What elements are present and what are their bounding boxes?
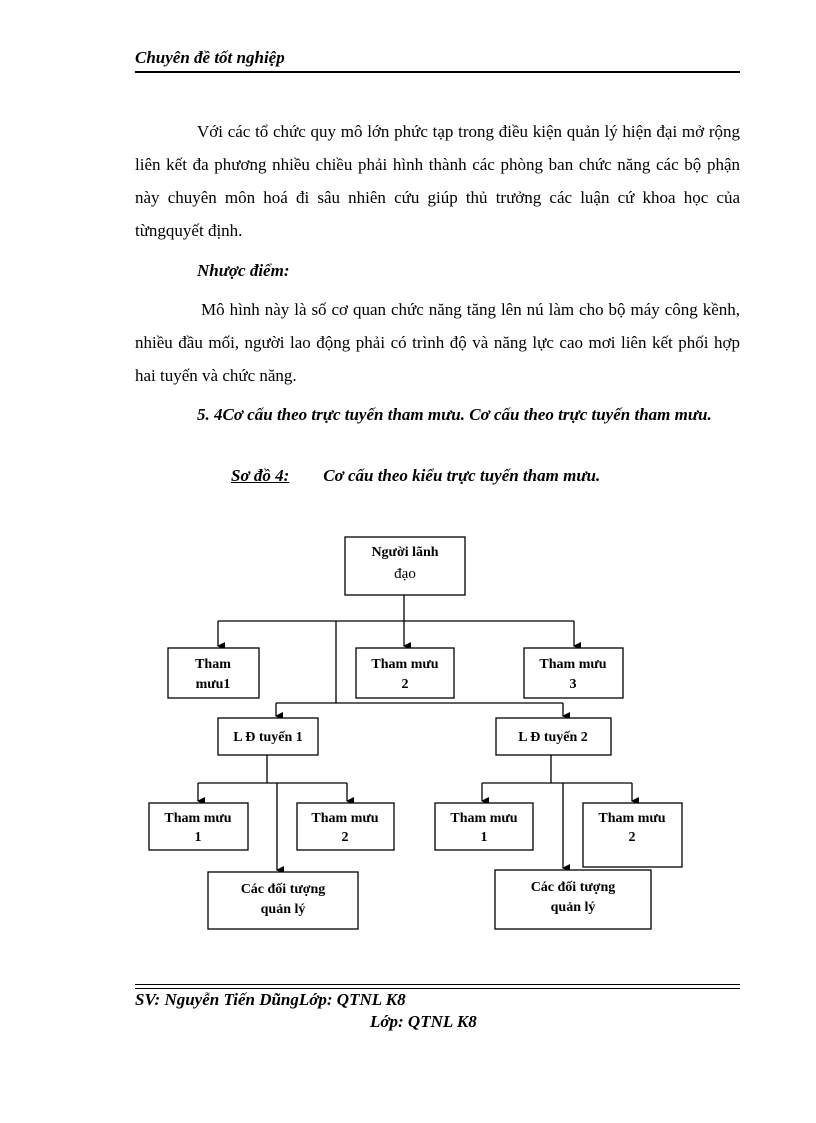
staff-box-3 <box>524 648 623 698</box>
leader-box <box>345 537 465 595</box>
managed-objects-2 <box>495 870 651 929</box>
sub1-staff-1-line-2: 1 <box>194 830 202 845</box>
sub2-staff-2-line-1: Tham mưu <box>598 811 666 826</box>
managed-objects-1-line-2: quản lý <box>260 902 306 917</box>
footer-divider-top <box>135 984 740 985</box>
footer-student-line: SV: Nguyễn Tiến DũngLớp: QTNL K8 <box>135 990 406 1009</box>
staff-box-1 <box>168 648 259 698</box>
sub2-staff-2 <box>583 803 682 867</box>
staff-box-3-line-2: 3 <box>569 677 577 692</box>
line-manager-1 <box>218 718 318 755</box>
footer-class-line: Lớp: QTNL K8 <box>370 1012 477 1031</box>
section-heading: 5. 4Cơ cấu theo trực tuyến tham mưu. Cơ cấu theo trực tuyến tham mưu. <box>197 405 712 424</box>
caption-label: Sơ đồ 4: <box>231 466 290 485</box>
staff-box-1-line-1: Tham <box>195 657 231 672</box>
paragraph-1: Với các tổ chức quy mô lớn phức tạp trong điều kiện quản lý hiện đại mở rộng liên kết đa phương nhiều chiều phải hình thành các phòng ban chức năng các bộ phận này chuyên môn hoá đi sâu nhiên cứu giúp thủ trưởng các luận cứ khoa học của từngquyết định. <box>135 122 740 240</box>
sub2-staff-2-line-2: 2 <box>628 830 636 845</box>
sub2-staff-1-line-2: 1 <box>480 830 488 845</box>
managed-objects-2-line-2: quản lý <box>550 900 596 915</box>
header-title: Chuyên đề tốt nghiệp <box>135 48 285 67</box>
footer-divider-bottom <box>135 988 740 989</box>
line-manager-1-label: L Đ tuyến 1 <box>233 730 303 745</box>
paragraph-2: Mô hình này là số cơ quan chức năng tăng lên nú làm cho bộ máy công kềnh, nhiều đầu mối, người lao động phải có trình độ và năng lực cao mơi liên kết phối hợp hai tuyến và chức năng. <box>135 300 740 385</box>
sub1-staff-2-line-2: 2 <box>341 830 349 845</box>
staff-box-3-line-1: Tham mưu <box>539 657 607 672</box>
leader-label-2: đạo <box>394 566 416 582</box>
sub2-staff-1-line-1: Tham mưu <box>450 811 518 826</box>
managed-objects-1-line-1: Các đối tượng <box>240 882 326 897</box>
staff-box-1-line-2: mưu1 <box>195 677 231 692</box>
staff-box-2-line-2: 2 <box>401 677 409 692</box>
staff-box-2-line-1: Tham mưu <box>371 657 439 672</box>
managed-objects-2-line-1: Các đối tượng <box>530 880 616 895</box>
leader-label-1: Người lãnh <box>371 545 439 560</box>
sub2-staff-1 <box>435 803 533 850</box>
caption-text: Cơ cấu theo kiểu trực tuyến tham mưu. <box>323 466 601 485</box>
sub1-staff-1-line-1: Tham mưu <box>164 811 232 826</box>
line-manager-2 <box>496 718 611 755</box>
managed-objects-1 <box>208 872 358 929</box>
sub1-staff-1 <box>149 803 248 850</box>
line-manager-2-label: L Đ tuyến 2 <box>518 730 588 745</box>
sub1-staff-2-line-1: Tham mưu <box>311 811 379 826</box>
paragraph-nhuoc-diem-heading: Nhược điểm: <box>197 261 290 280</box>
staff-box-2 <box>356 648 454 698</box>
sub1-staff-2 <box>297 803 394 850</box>
